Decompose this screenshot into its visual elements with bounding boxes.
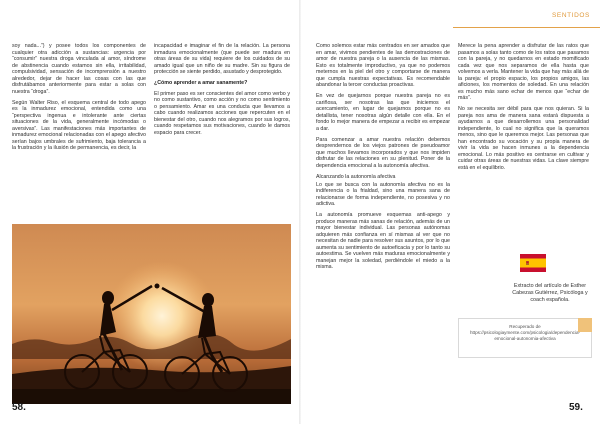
- paragraph: Para comenzar a amar nuestra relación debemos desprendernos de los viejos patrones de pseudoamor que muchos llevamos incorporados y que nos impiden disfrutar de las relaciones en su plenitud. Poner de la dependencia emocional a la autonomía afectiva.: [316, 136, 450, 169]
- paragraph: incapacidad e imaginar el fin de la relación. La persona inmadura emocionalmente (que puede ser madura en otras áreas de su vida) requiere de los cuidados de su amado igual que un niño de su madre. Sin su figura de protección se siente perdido, asustado y desprotegido.: [154, 43, 290, 75]
- paragraph: El primer paso es ser conscientes del amor como verbo y no como sustantivo, como acción y no como sentimiento o pensamiento. Amar es una conducta que llevamos a cabo cuando realizamos acciones que repercuten en el bienestar del otro, cuando nos alegramos por sus logros, cuando respetamos sus motivaciones, cuando le damos espacio para crecer.: [154, 90, 290, 136]
- column-4: [458, 43, 589, 176]
- paragraph: En vez de quejarnos porque nuestra pareja no es cariñosa, ser nosotras las que iniciemos el acercamiento, en lugar de quejarnos porque no es detallista, tener nosotras algún detalle con ella. En el fondo lo mejor manera de empezar a recibir es empezar a dar.: [316, 93, 450, 132]
- page-number-left: 58.: [12, 402, 26, 413]
- subheading: ¿Cómo aprender a amar sanamente?: [154, 80, 248, 86]
- paragraph: No se necesita ser débil para que nos quieran. Si la pareja nos ama de manera sana estará dispuesta a ayudarnos a que desarrollemos una personalidad independiente, lo cual no significa que la queramos menos, sino que le queremos mejor. Las personas que han encontrado su vocación y su propia manera de vivir la vida se hacen inmunes a la dependencia emocional. Lo más positivo es centrarse en cultivar y cuidar otras áreas de nuestras vidas. La clave siempre está en el equilibrio.: [458, 106, 589, 171]
- spain-flag-icon: [520, 254, 546, 272]
- cyclists-sunset-photo: [12, 224, 291, 404]
- paragraph: La autonomía promueve esquemas anti-apego y produce maneras más sanas de relación, además de un mayor bienestar individual. Las personas autónomas adquieren más confianza en sí mismas al ver que no necesitan de nadie para resolver sus asuntos, por lo que aumenta su sentimiento de autoeficacia y por lo tanto su autoestima. Se vuelven más maduras emocionalmente y manejan mejor la soledad, perdiéndole el miedo a la misma.: [316, 212, 450, 270]
- paragraph: soy nada...”) y posee todos los componentes de cualquier otra adicción a sustancias: urgencia por “consumir” nuestra droga vinculada al amor, síndrome de abstinencia cuando estamos sin ella, irritabilidad, compulsividad, sensación de incomprensión a nuestro alrededor, dejar de hacer las cosas con las que disfrutábamos anteriormente para estar a solas con nuestra “droga”.: [12, 43, 146, 95]
- section-label: SENTIDOS: [551, 12, 590, 19]
- article-credit: Extracto del artículo de Esther Cabezas Gutiérrez, Psicóloga y coach española.: [512, 283, 588, 303]
- page-gutter: [299, 0, 301, 424]
- paragraph: Como solemos estar más centrados en ser amados que en amar, vivimos pendientes de las demostraciones de amor de nuestra pareja o la ausencia de las mismas. Esto es totalmente improductivo, ya que no podemos meternos en la piel del otro y comportarse de manera que cumpla nuestras expectativas. Es recomendable abandonar la tercer conductas proactivas.: [316, 43, 450, 88]
- column-1: [12, 43, 146, 156]
- column-3: [316, 43, 450, 275]
- source-box: [458, 318, 592, 358]
- source-link-text: Recuperado de https://psicologiaymente.com/psicologia/dependencia-emocional-autonomia-afectiva: [469, 324, 581, 341]
- paragraph: Lo que se busca con la autonomía afectiva no es la indiferencia o la frialdad, sino una manera sana de relacionarse de forma independiente, no posesiva y no adictiva.: [316, 181, 450, 207]
- paragraph: Alcanzando la autonomía afectiva: [316, 173, 396, 180]
- paragraph: Según Walter Riso, el esquema central de todo apego es la inmadurez emocional, entendida como una “perspectiva ingenua e intolerante ante ciertas situaciones de la vida, generalmente incómodas o aversivas”. Las manifestaciones más importantes de inmadurez emocional relacionadas con el apego afectivo serían bajos umbrales de sufrimiento, baja tolerancia a la frustración y la ilusión de permanencia, es decir, la: [12, 99, 146, 151]
- column-2: [154, 43, 290, 141]
- page-number-right: 59.: [569, 402, 583, 413]
- section-rule: [453, 27, 600, 28]
- paragraph: Merece la pena aprender a disfrutar de las ratos que pasamos a solas tanto como de los ratos que pasamos con la pareja, y no quedarnos en estado momificado cada vez que nos separamos de ella hasta que volvemos a verla. Mantener la vida que hay más allá de la pareja: el propio espacio, los propios amigos, las aficiones, los momentos de soledad. En una relación es mucho más sano echar de menos que “echar de más”.: [458, 43, 589, 101]
